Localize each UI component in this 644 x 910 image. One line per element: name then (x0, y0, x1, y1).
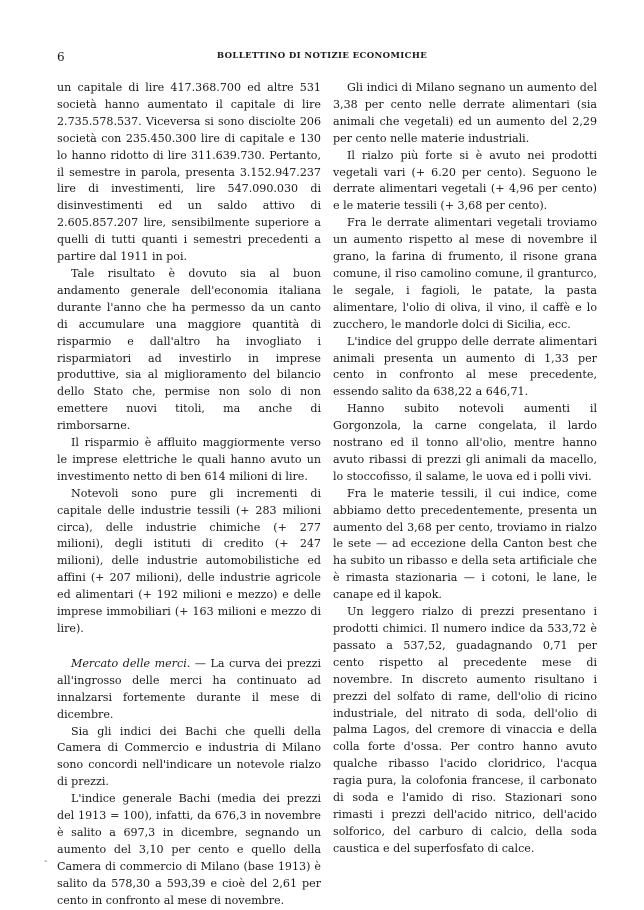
paragraph: Fra le materie tessili, il cui indice, come abbiamo detto precedentemente, presenta un aumento del 3,68 per cento, troviamo in rialzo le sete — ad eccezione della Canton best che ha subito un ribasso e della seta artificiale che è rimasta stazionaria — i cotoni, le lane, le canape ed il kapok. (333, 486, 597, 602)
running-title: BOLLETTINO DI NOTIZIE ECONOMICHE (216, 51, 428, 61)
paragraph: Il rialzo più forte si è avuto nei prodotti vegetali vari (+ 6.20 per cento). Seguono le derrate alimentari vegetali (+ 4,96 per cento) e le materie tessili (+ 3,68 per cento). (333, 148, 597, 213)
left-column (57, 80, 321, 910)
page-number: 6 (57, 50, 65, 64)
paragraph: un capitale di lire 417.368.700 ed altre 531 società hanno aumentato il capitale di lire 2.735.578.537. Viceversa si sono disciolte 206 società con 235.450.300 lire di capitale e 130 lo hanno ridotto di lire 311.639.730. Pertanto, il semestre in parola, presenta 3.152.947.237 lire di investimenti, lire 547.090.030 di disinvestimenti ed un saldo attivo di 2.605.857.207 lire, sensibilmente superiore a quelli di tutti quanti i semestri precedenti a partire dal 1911 in poi. (57, 81, 321, 264)
section-heading: Mercato delle merci. (71, 656, 191, 670)
section-text: — La curva dei prezzi all'ingrosso delle merci ha continuato ad innalzarsi fortemente durante il mese di dicembre. (57, 656, 322, 721)
paragraph: Sia gli indici dei Bachi che quelli della Camera di Commercio e industria di Milano sono concordi nell'indicare un notevole rialzo di prezzi. (57, 724, 321, 789)
paragraph: L'indice del gruppo delle derrate alimentari animali presenta un aumento di 1,33 per cento in confronto al mese precedente, essendo salito da 638,22 a 646,71. (333, 334, 597, 399)
margin-mark: - (44, 856, 48, 867)
paragraph: Un leggero rialzo di prezzi presentano i prodotti chimici. Il numero indice da 533,72 è passato a 537,52, guadagnando 0,71 per cento rispetto al precedente mese di novembre. In discreto aumento risultano i prezzi del solfato di rame, dell'olio di ricino industriale, del nitrato di soda, dell'olio di palma Lagos, del cremore di vinaccia e della colla forte d'ossa. Per contro hanno avuto qualche ribasso l'acido cloridrico, l'acqua ragia pura, la colofonia francese, il carbonato di soda e l'amido di riso. Stazionari sono rimasti i prezzi dell'acido nitrico, dell'acido solforico, del carburo di calcio, della soda caustica e del superfosfato di calce. (333, 605, 597, 855)
paragraph: L'indice generale Bachi (media dei prezzi del 1913 = 100), infatti, da 676,3 in novembre è salito a 697,3 in dicembre, segnando un aumento del 3,10 per cento e quello della Camera di commercio di Milano (base 1913) è salito da 578,30 a 593,39 e cioè del 2,61 per cento in confronto al mese di novembre. (57, 792, 321, 907)
paragraph: Gli indici di Milano segnano un aumento del 3,38 per cento nelle derrate alimentari (sia animali che vegetali) ed un aumento del 2,29 per cento nelle materie industriali. (333, 81, 597, 145)
paragraph: Tale risultato è dovuto sia al buon andamento generale dell'economia italiana durante l'anno che ha permesso da un canto di accumulare una maggiore quantità di risparmio e dall'altro ha invogliato i risparmiatori ad investirlo in imprese produttive, sia al miglioramento del bilancio dello Stato che, permise non solo di non emettere nuovi titoli, ma anche di rimborsarne. (57, 266, 321, 433)
paragraph: Hanno subito notevoli aumenti il Gorgonzola, la carne congelata, il lardo nostrano ed il tonno all'olio, mentre hanno avuto ribassi di prezzi gli animali da macello, lo stoccofisso, il salame, le uova ed i polli vivi. (333, 402, 597, 483)
paragraph: Il risparmio è affluito maggiormente verso le imprese elettriche le quali hanno avuto un investimento netto di ben 614 milioni di lire. (57, 436, 321, 483)
section-paragraph (57, 656, 321, 724)
right-column (333, 80, 597, 858)
paragraph: Fra le derrate alimentari vegetali troviamo un aumento rispetto al mese di novembre il grano, la farina di frumento, il risone grana comune, il riso camolino comune, il granturco, le segale, i fagioli, le patate, la pasta alimentare, l'olio di oliva, il vino, il caffè e lo zucchero, le mandorle dolci di Sicilia, ecc. (333, 216, 597, 331)
paragraph: Notevoli sono pure gli incrementi di capitale delle industrie tessili (+ 283 milioni circa), delle industrie chimiche (+ 277 milioni), degli istituti di credito (+ 247 milioni), delle industrie automobilistiche ed affini (+ 207 milioni), delle industrie agricole ed alimentari (+ 192 milioni e mezzo) e delle imprese immobiliari (+ 163 milioni e mezzo di lire). (57, 486, 321, 635)
